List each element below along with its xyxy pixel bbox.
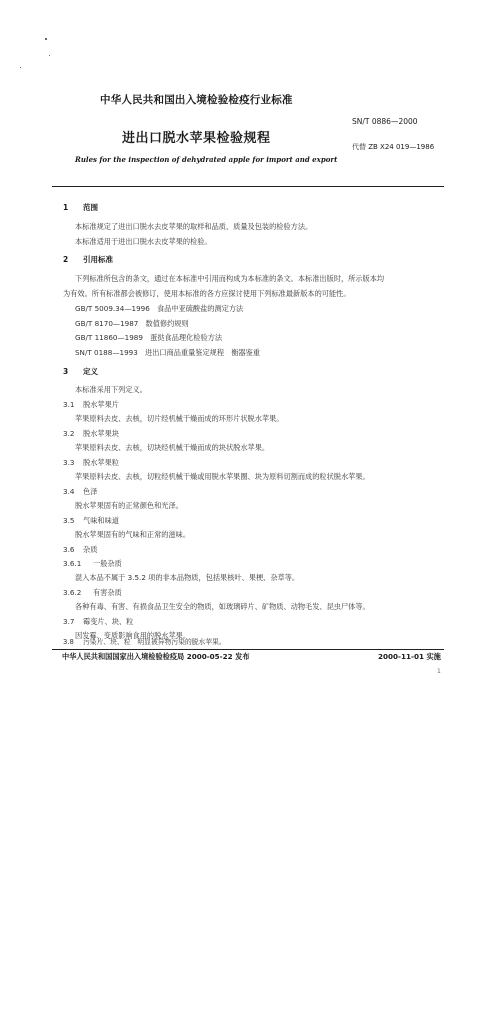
reference-item: GB/T 11860—1989 蛋挞食品理化检验方法 [75, 333, 223, 342]
definition-text: 苹果原料去皮、去核，切粒经机械干燥或用脱水苹果圈、块为原料切割而成的粒状脱水苹果。 [75, 472, 370, 481]
definition-term: 3.7 霉变片、块、粒 [63, 617, 134, 626]
reference-item: GB/T 8170—1987 数值修约规则 [75, 319, 189, 328]
section-3-intro: 本标准采用下列定义。 [75, 385, 147, 394]
definition-term: 3.6.2 有害杂质 [63, 588, 122, 597]
section-title: 定义 [83, 367, 98, 376]
section-1-paragraph: 本标准规定了进出口脱水去皮苹果的取样和品质、质量及包装的检验方法。 [75, 222, 313, 231]
section-number: 1 [63, 203, 69, 212]
section-2-paragraph: 下列标准所包含的条文，通过在本标准中引用而构成为本标准的条文。本标准出版时，所示版本均 [75, 274, 385, 283]
definition-term: 3.6.1 一般杂质 [63, 559, 122, 568]
english-title: Rules for the inspection of dehydrated apple for import and export [75, 155, 338, 164]
definition-term: 3.2 脱水苹果块 [63, 429, 119, 438]
definition-text: 因发霉、变质影响食用的脱水苹果。 [75, 631, 191, 640]
effective-date: 2000-11-01 实施 [378, 652, 441, 661]
scan-speck [20, 67, 21, 68]
section-number: 3 [63, 367, 69, 376]
section-2-paragraph: 为有效。所有标准都会被修订，使用本标准的各方应探讨使用下列标准最新版本的可能性。 [63, 289, 351, 298]
section-title: 范围 [83, 203, 98, 212]
header-divider [52, 186, 444, 187]
definition-term: 3.1 脱水苹果片 [63, 400, 119, 409]
footer-divider [52, 649, 444, 650]
section-3-heading [63, 366, 98, 377]
definition-term: 3.8 污染片、块、粒 明显被异物污染的脱水苹果。 [63, 638, 226, 646]
document-title: 进出口脱水苹果检验规程 [122, 131, 271, 146]
replaces-standard: 代替 ZB X24 019—1986 [352, 143, 435, 151]
standard-number: SN/T 0886—2000 [352, 117, 418, 126]
section-1-paragraph: 本标准适用于进出口脱水去皮苹果的检验。 [75, 237, 212, 246]
definition-term: 3.6 杂质 [63, 545, 98, 554]
definition-text: 混入本品不属于 3.5.2 项的非本品物质，包括果核叶、果梗、杂草等。 [75, 573, 300, 582]
definition-text: 各种有毒、有害、有损食品卫生安全的物质，如玻璃碎片、矿物质、动物毛发、昆虫尸体等。 [75, 602, 370, 611]
scan-speck [49, 55, 50, 56]
definition-text: 脱水苹果固有的正常颜色和光泽。 [75, 501, 183, 510]
definition-text: 苹果原料去皮、去核，切片经机械干燥而成的环形片状脱水苹果。 [75, 414, 284, 423]
scan-speck [45, 38, 47, 40]
section-1-heading [63, 202, 98, 213]
definition-term: 3.3 脱水苹果粒 [63, 458, 119, 467]
definition-text: 脱水苹果固有的气味和正常的滋味。 [75, 530, 191, 539]
reference-item: GB/T 5009.34—1996 食品中亚硫酸盐的测定方法 [75, 304, 244, 313]
issuing-organization: 中华人民共和国出入境检验检疫行业标准 [100, 94, 293, 106]
section-title: 引用标准 [83, 255, 113, 264]
definition-term: 3.5 气味和味道 [63, 516, 119, 525]
section-2-heading [63, 254, 113, 265]
definition-text: 苹果原料去皮、去核，切块经机械干燥而成的块状脱水苹果。 [75, 443, 270, 452]
issued-date: 中华人民共和国国家出入境检验检疫局 2000-05-22 发布 [62, 652, 250, 661]
section-number: 2 [63, 255, 69, 264]
page-number: 1 [437, 668, 441, 675]
reference-item: SN/T 0188—1993 进出口商品重量鉴定规程 衡器鉴重 [75, 348, 260, 357]
definition-term: 3.4 色泽 [63, 487, 98, 496]
